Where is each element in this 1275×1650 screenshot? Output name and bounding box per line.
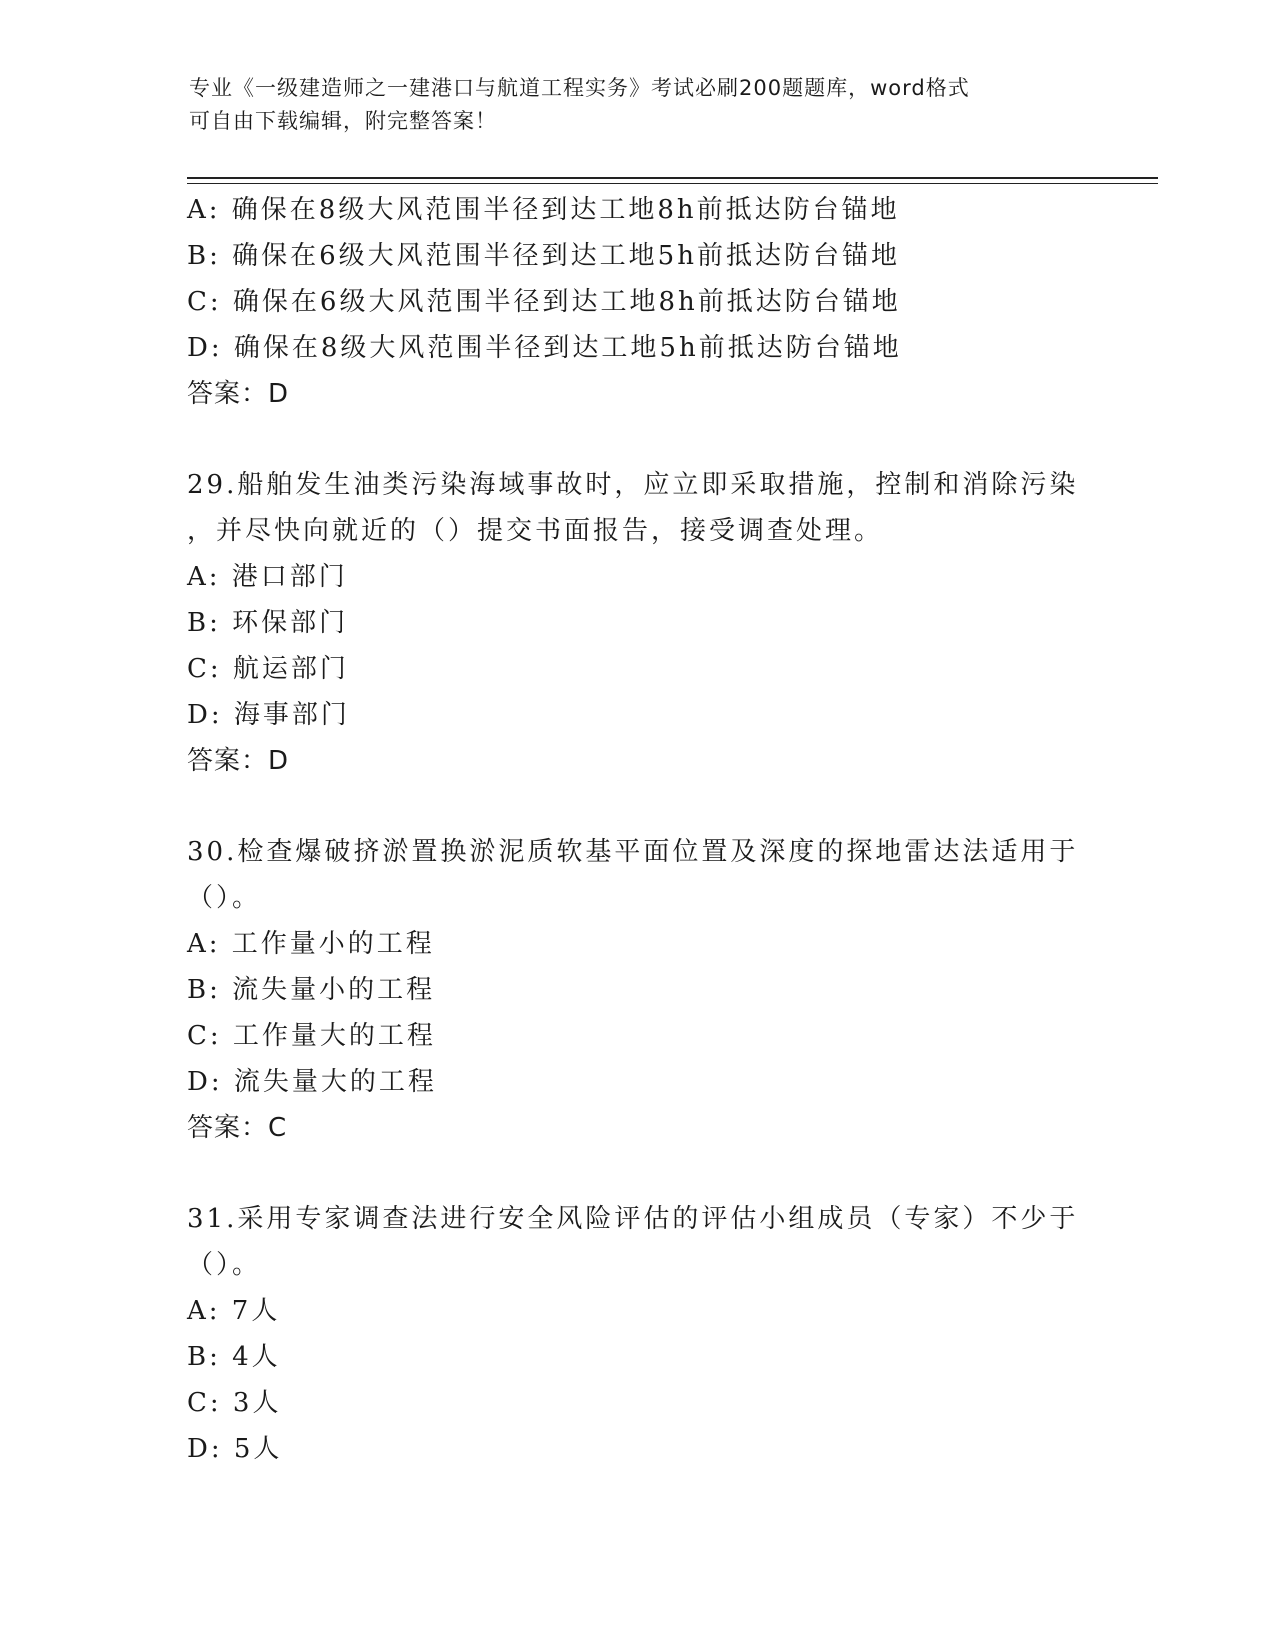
question-28 xyxy=(187,187,1087,417)
question-stem: 31.采用专家调查法进行安全风险评估的评估小组成员（专家）不少于 xyxy=(187,1204,1079,1234)
answer: 答案：C xyxy=(187,1113,288,1143)
option-a: A: 港口部门 xyxy=(187,562,348,592)
question-29 xyxy=(187,462,1087,784)
question-stem: 29.船舶发生油类污染海域事故时，应立即采取措施，控制和消除污染 xyxy=(187,470,1079,500)
question-31 xyxy=(187,1196,1087,1472)
question-content xyxy=(187,187,1087,1472)
question-30 xyxy=(187,829,1087,1151)
header-line-1: 专业《一级建造师之一建港口与航道工程实务》考试必刷200题题库，word格式 xyxy=(189,76,970,100)
option-c: C: 航运部门 xyxy=(187,654,349,684)
option-b: B: 环保部门 xyxy=(187,608,349,638)
option-c: C: 确保在6级大风范围半径到达工地8h前抵达防台锚地 xyxy=(187,287,901,317)
option-d: D: 确保在8级大风范围半径到达工地5h前抵达防台锚地 xyxy=(187,333,902,363)
document-header xyxy=(189,72,1089,138)
option-a: A: 工作量小的工程 xyxy=(187,929,435,959)
option-b: B: 流失量小的工程 xyxy=(187,975,436,1005)
answer: 答案：D xyxy=(187,746,290,776)
answer: 答案：D xyxy=(187,379,290,409)
header-divider-thin xyxy=(187,183,1158,184)
option-d: D: 流失量大的工程 xyxy=(187,1067,437,1097)
option-c: C: 3人 xyxy=(187,1388,282,1418)
option-a: A: 确保在8级大风范围半径到达工地8h前抵达防台锚地 xyxy=(187,195,900,225)
option-b: B: 4人 xyxy=(187,1342,281,1372)
option-c: C: 工作量大的工程 xyxy=(187,1021,436,1051)
question-stem: 30.检查爆破挤淤置换淤泥质软基平面位置及深度的探地雷达法适用于 xyxy=(187,837,1079,867)
option-a: A: 7人 xyxy=(187,1296,281,1326)
option-b: B: 确保在6级大风范围半径到达工地5h前抵达防台锚地 xyxy=(187,241,900,271)
option-d: D: 海事部门 xyxy=(187,700,350,730)
question-stem-continued: ，并尽快向就近的（）提交书面报告，接受调查处理。 xyxy=(187,516,884,546)
header-line-2: 可自由下载编辑，附完整答案！ xyxy=(189,109,497,133)
question-stem-continued: （）。 xyxy=(187,883,262,913)
header-divider-thick xyxy=(187,177,1158,179)
option-d: D: 5人 xyxy=(187,1434,283,1464)
question-stem-continued: （）。 xyxy=(187,1250,262,1280)
